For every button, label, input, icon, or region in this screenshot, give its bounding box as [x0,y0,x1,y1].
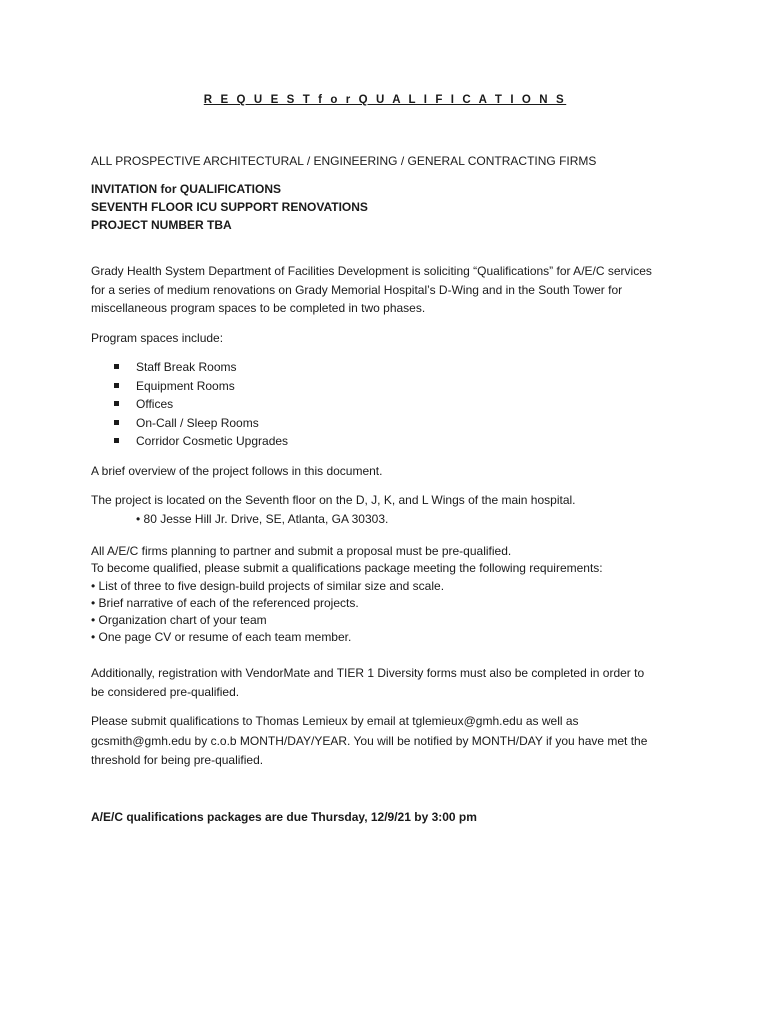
list-item: • Organization chart of your team [91,613,267,628]
project-number: PROJECT NUMBER TBA [91,218,232,232]
submission-paragraph: Please submit qualifications to Thomas Lemieux by email at tglemieux@gmh.edu as well as gcsmith@gmh.edu by c.o.b MONTH/DAY/YEAR. You will be notified by MONTH/DAY if you have met the threshold for being pre-qualified. [91,714,648,767]
list-item: • One page CV or resume of each team member. [91,630,352,645]
registration-paragraph: Additionally, registration with VendorMate and TIER 1 Diversity forms must also be completed in order to be considered pre-qualified. [91,666,645,699]
list-item: Offices [91,395,491,414]
location-paragraph: The project is located on the Seventh floor on the D, J, K, and L Wings of the main hospital. • 80 Jesse Hill Jr. Drive, SE, Atlanta, GA 30303. [91,491,701,528]
list-item: Corridor Cosmetic Upgrades [91,432,491,451]
project-name: SEVENTH FLOOR ICU SUPPORT RENOVATIONS [91,200,368,214]
address-line: • 80 Jesse Hill Jr. Drive, SE, Atlanta, GA 30303. [136,511,389,526]
requirements-paragraph: All A/E/C firms planning to partner and submit a proposal must be pre-qualified. To become qualified, please submit a qualifications package meeting the following requirements: • List of three to five design-build projects of similar size and scale. • Brief narrative of each of the referenced projects. • Organization chart of your team • One page CV or resume of each team member. [91,543,701,647]
list-item: • Brief narrative of each of the referenced projects. [91,595,359,610]
invitation-block [91,180,701,234]
list-item: • List of three to five design-build projects of similar size and scale. [91,578,445,593]
square-bullet-icon [114,401,119,406]
square-bullet-icon [114,420,119,425]
document-title: R E Q U E S T f o r Q U A L I F I C A T I O N S [203,94,567,106]
list-item: On-Call / Sleep Rooms [91,414,491,433]
list-item: Staff Break Rooms [91,358,491,377]
due-date: A/E/C qualifications packages are due Thursday, 12/9/21 by 3:00 pm [91,810,477,824]
list-item: Equipment Rooms [91,377,491,396]
square-bullet-icon [114,383,119,388]
square-bullet-icon [114,438,119,443]
square-bullet-icon [114,364,119,369]
overview-line: A brief overview of the project follows in this document. [91,464,383,478]
invitation-line: INVITATION for QUALIFICATIONS [91,182,281,196]
intro-paragraph: Grady Health System Department of Facilities Development is soliciting “Qualifications” for A/E/C services for a series of medium renovations on Grady Memorial Hospital’s D-Wing and in the South Tower for miscellaneous program spaces to be completed in two phases. [91,264,652,315]
program-heading: Program spaces include: [91,331,224,345]
audience-line: ALL PROSPECTIVE ARCHITECTURAL / ENGINEERING / GENERAL CONTRACTING FIRMS [91,154,597,168]
program-spaces-list [91,358,491,451]
